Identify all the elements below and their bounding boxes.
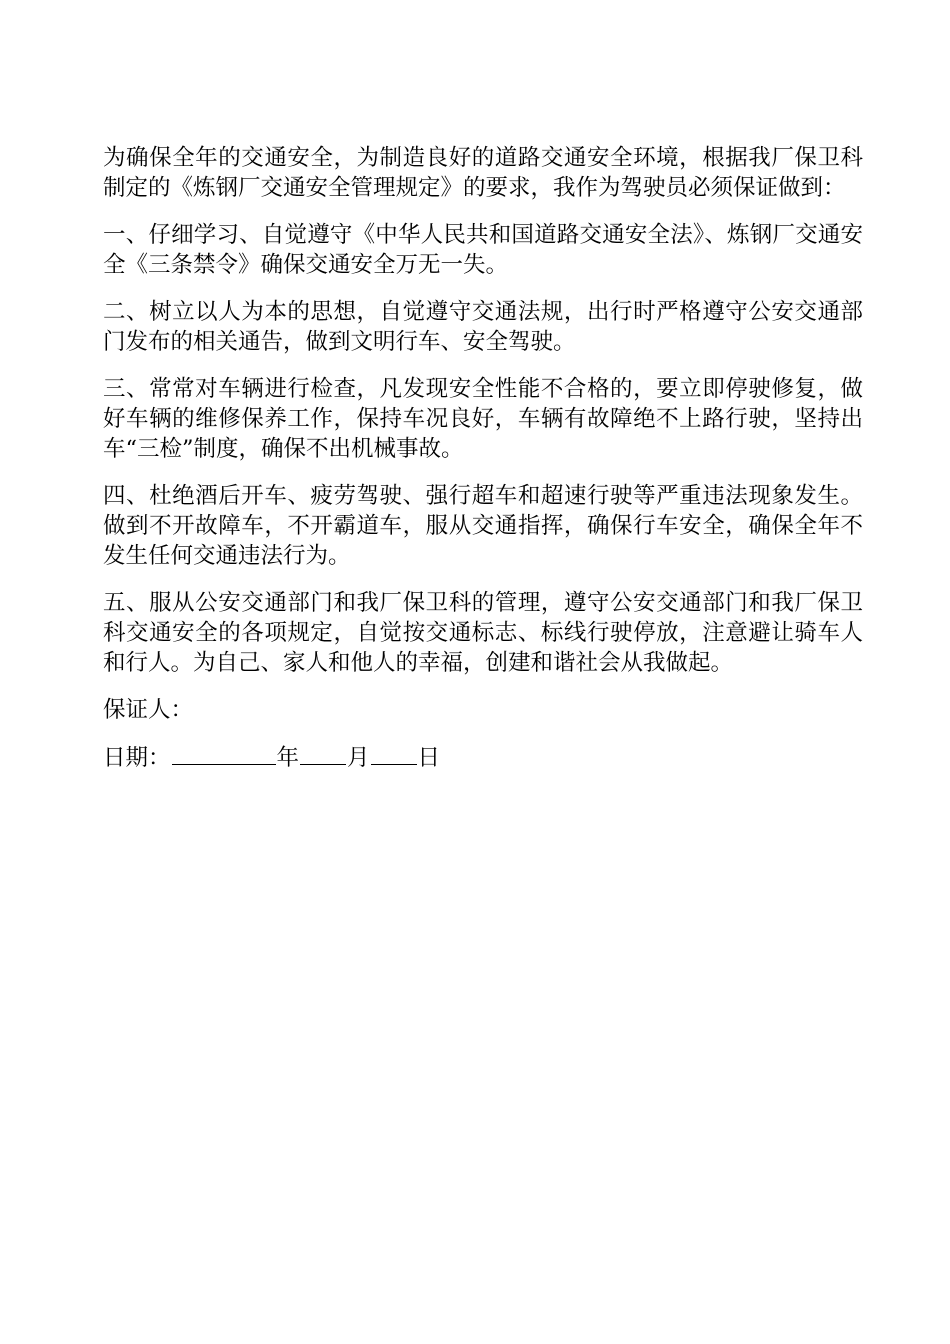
intro-paragraph: 为确保全年的交通安全，为制造良好的道路交通安全环境，根据我厂保卫科制定的《炼钢厂交通安全管理规定》的要求，我作为驾驶员必须保证做到： bbox=[103, 145, 863, 201]
month-blank bbox=[300, 742, 346, 765]
clause-3-paragraph: 三、常常对车辆进行检查，凡发现安全性能不合格的，要立即停驶修复，做好车辆的维修保养工作，保持车况良好，车辆有故障绝不上路行驶，坚持出车“三检”制度，确保不出机械事故。 bbox=[103, 376, 863, 462]
date-label: 日期： bbox=[103, 745, 171, 771]
day-label: 日 bbox=[417, 745, 441, 771]
clause-2-paragraph: 二、树立以人为本的思想，自觉遵守交通法规，出行时严格遵守公安交通部门发布的相关通告，做到文明行车、安全驾驶。 bbox=[103, 299, 863, 355]
document-page bbox=[103, 143, 863, 790]
month-label: 月 bbox=[347, 745, 370, 771]
clause-1-paragraph: 一、仔细学习、自觉遵守《中华人民共和国道路交通安全法》、炼钢厂交通安全《三条禁令》确保交通安全万无一失。 bbox=[103, 222, 863, 278]
year-blank bbox=[172, 742, 276, 765]
date-line bbox=[103, 742, 863, 773]
clause-5-paragraph: 五、服从公安交通部门和我厂保卫科的管理，遵守公安交通部门和我厂保卫科交通安全的各项规定，自觉按交通标志、标线行驶停放，注意避让骑车人和行人。为自己、家人和他人的幸福，创建和谐社会从我做起。 bbox=[103, 590, 863, 676]
guarantor-label: 保证人： bbox=[103, 697, 194, 723]
year-label: 年 bbox=[276, 745, 300, 771]
guarantor-line bbox=[103, 695, 863, 725]
clause-4-paragraph: 四、杜绝酒后开车、疲劳驾驶、强行超车和超速行驶等严重违法现象发生。做到不开故障车，不开霸道车，服从交通指挥，确保行车安全，确保全年不发生任何交通违法行为。 bbox=[103, 483, 863, 569]
day-blank bbox=[371, 742, 417, 765]
